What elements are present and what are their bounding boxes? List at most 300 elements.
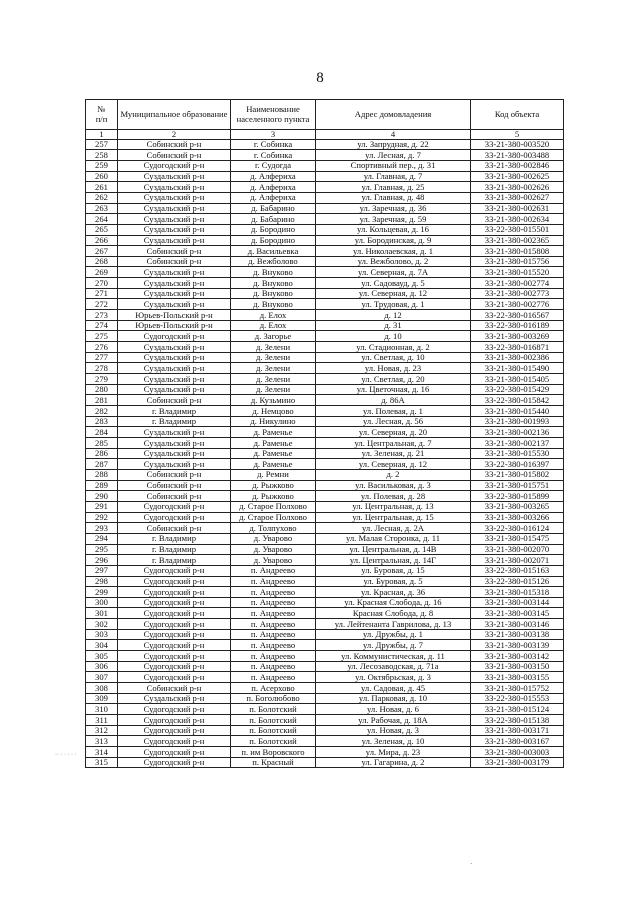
row-number: 274 <box>86 320 118 331</box>
row-number: 259 <box>86 160 118 171</box>
row-number: 284 <box>86 427 118 438</box>
municipality-cell: Судогодский р-н <box>118 587 231 598</box>
municipality-cell: Юрьев-Польский р-н <box>118 310 231 321</box>
municipality-cell: Собинский р-н <box>118 480 231 491</box>
municipality-cell: Суздальский р-н <box>118 267 231 278</box>
settlement-cell: д. Бабарино <box>231 214 316 225</box>
object-code-cell: 33-21-380-015802 <box>471 469 564 480</box>
address-cell: ул. Центральная, д. 14В <box>316 544 471 555</box>
address-cell: ул. Садовая, д. 45 <box>316 683 471 694</box>
header-settlement: Наименование населенного пункта <box>231 100 316 130</box>
object-code-cell: 33-22-380-015429 <box>471 384 564 395</box>
municipality-cell: г. Владимир <box>118 416 231 427</box>
municipality-cell: Собинский р-н <box>118 246 231 257</box>
address-cell: Спортивный пер., д. 31 <box>316 160 471 171</box>
settlement-cell: д. Внуково <box>231 299 316 310</box>
table-row <box>86 651 564 662</box>
table-row <box>86 544 564 555</box>
settlement-cell: п. Асерхово <box>231 683 316 694</box>
municipality-cell: г. Владимир <box>118 544 231 555</box>
municipality-cell: Суздальский р-н <box>118 459 231 470</box>
table-row <box>86 587 564 598</box>
table-row <box>86 608 564 619</box>
settlement-cell: г. Судогда <box>231 160 316 171</box>
table-row <box>86 736 564 747</box>
row-number: 279 <box>86 374 118 385</box>
settlement-cell: г. Собинка <box>231 150 316 161</box>
settlement-cell: п. Андреево <box>231 661 316 672</box>
households-table <box>85 99 564 768</box>
address-cell: ул. Садовауд, д. 5 <box>316 278 471 289</box>
table-row <box>86 352 564 363</box>
table-row <box>86 395 564 406</box>
object-code-cell: 33-21-380-003266 <box>471 512 564 523</box>
table-row <box>86 523 564 534</box>
address-cell: ул. Лесная, д. 7 <box>316 150 471 161</box>
table-row <box>86 139 564 150</box>
row-number: 295 <box>86 544 118 555</box>
address-cell: ул. Северная, д. 12 <box>316 459 471 470</box>
object-code-cell: 33-21-380-003003 <box>471 747 564 758</box>
object-code-cell: 33-21-380-015751 <box>471 480 564 491</box>
address-cell: ул. Новая, д. 6 <box>316 704 471 715</box>
settlement-cell: д. Зелени <box>231 374 316 385</box>
settlement-cell: д. Бородино <box>231 235 316 246</box>
row-number: 275 <box>86 331 118 342</box>
row-number: 313 <box>86 736 118 747</box>
row-number: 299 <box>86 587 118 598</box>
address-cell: ул. Красная Слобода, д. 16 <box>316 597 471 608</box>
settlement-cell: п. Андреево <box>231 608 316 619</box>
settlement-cell: д. Елох <box>231 320 316 331</box>
address-cell: ул. Мира, д. 23 <box>316 747 471 758</box>
row-number: 293 <box>86 523 118 534</box>
object-code-cell: 33-21-380-002773 <box>471 288 564 299</box>
table-row <box>86 501 564 512</box>
address-cell: ул. Лесозаводская, д. 71а <box>316 661 471 672</box>
address-cell: ул. Кольцевая, д. 16 <box>316 224 471 235</box>
object-code-cell: 33-21-380-015405 <box>471 374 564 385</box>
address-cell: ул. Бородинская, д. 9 <box>316 235 471 246</box>
municipality-cell: Суздальский р-н <box>118 384 231 395</box>
address-cell: ул. Новая, д. 23 <box>316 363 471 374</box>
settlement-cell: д. Рыжково <box>231 491 316 502</box>
municipality-cell: Суздальский р-н <box>118 427 231 438</box>
municipality-cell: Судогодский р-н <box>118 565 231 576</box>
table-row <box>86 235 564 246</box>
object-code-cell: 33-21-380-002627 <box>471 192 564 203</box>
municipality-cell: Судогодский р-н <box>118 757 231 768</box>
address-cell: Красная Слобода, д. 8 <box>316 608 471 619</box>
object-code-cell: 33-21-380-003138 <box>471 629 564 640</box>
object-code-cell: 33-22-380-015163 <box>471 565 564 576</box>
object-code-cell: 33-22-380-016124 <box>471 523 564 534</box>
object-code-cell: 33-21-380-002774 <box>471 278 564 289</box>
settlement-cell: д. Раменье <box>231 459 316 470</box>
row-number: 266 <box>86 235 118 246</box>
table-row <box>86 310 564 321</box>
table-row <box>86 757 564 768</box>
object-code-cell: 33-21-380-003171 <box>471 725 564 736</box>
address-cell: ул. Главная, д. 7 <box>316 171 471 182</box>
object-code-cell: 33-22-380-015501 <box>471 224 564 235</box>
municipality-cell: Суздальский р-н <box>118 203 231 214</box>
table-row <box>86 214 564 225</box>
object-code-cell: 33-21-380-015475 <box>471 533 564 544</box>
table-row <box>86 693 564 704</box>
column-number: 2 <box>118 130 231 140</box>
row-number: 296 <box>86 555 118 566</box>
object-code-cell: 33-21-380-015124 <box>471 704 564 715</box>
settlement-cell: д. Алфериха <box>231 171 316 182</box>
row-number: 314 <box>86 747 118 758</box>
row-number: 258 <box>86 150 118 161</box>
table-row <box>86 437 564 448</box>
municipality-cell: Суздальский р-н <box>118 171 231 182</box>
address-cell: ул. Заречная, д. 59 <box>316 214 471 225</box>
municipality-cell: Собинский р-н <box>118 256 231 267</box>
header-row <box>86 100 564 130</box>
address-cell: ул. Цветочная, д. 16 <box>316 384 471 395</box>
settlement-cell: д. Кузьмино <box>231 395 316 406</box>
header-number: № п/п <box>86 100 118 130</box>
municipality-cell: Суздальский р-н <box>118 448 231 459</box>
settlement-cell: п. Андреево <box>231 629 316 640</box>
object-code-cell: 33-21-380-003144 <box>471 597 564 608</box>
settlement-cell: д. Васильевка <box>231 246 316 257</box>
municipality-cell: Судогодский р-н <box>118 704 231 715</box>
table-row <box>86 715 564 726</box>
municipality-cell: Судогодский р-н <box>118 661 231 672</box>
table-row <box>86 576 564 587</box>
row-number: 282 <box>86 406 118 417</box>
address-cell: д. 12 <box>316 310 471 321</box>
object-code-cell: 33-21-380-003520 <box>471 139 564 150</box>
address-cell: ул. Северная, д. 20 <box>316 427 471 438</box>
table-row <box>86 747 564 758</box>
object-code-cell: 33-21-380-015530 <box>471 448 564 459</box>
scan-corner-mark: · <box>470 860 473 868</box>
row-number: 286 <box>86 448 118 459</box>
settlement-cell: д. Внуково <box>231 267 316 278</box>
table-row <box>86 512 564 523</box>
municipality-cell: Собинский р-н <box>118 523 231 534</box>
municipality-cell: Судогодский р-н <box>118 160 231 171</box>
object-code-cell: 33-21-380-015490 <box>471 363 564 374</box>
settlement-cell: д. Уварово <box>231 533 316 544</box>
address-cell: ул. Новая, д. 3 <box>316 725 471 736</box>
object-code-cell: 33-22-380-015842 <box>471 395 564 406</box>
address-cell: ул. Гагарина, д. 2 <box>316 757 471 768</box>
address-cell: ул. Малая Сторонка, д. 11 <box>316 533 471 544</box>
municipality-cell: Судогодский р-н <box>118 747 231 758</box>
municipality-cell: Судогодский р-н <box>118 736 231 747</box>
address-cell: ул. Запрудная, д. 22 <box>316 139 471 150</box>
address-cell: ул. Октябрьская, д. 3 <box>316 672 471 683</box>
settlement-cell: п. Андреево <box>231 565 316 576</box>
municipality-cell: Судогодский р-н <box>118 512 231 523</box>
address-cell: ул. Лесная, д. 56 <box>316 416 471 427</box>
object-code-cell: 33-22-380-016397 <box>471 459 564 470</box>
municipality-cell: Судогодский р-н <box>118 640 231 651</box>
table-row <box>86 491 564 502</box>
municipality-cell: Собинский р-н <box>118 150 231 161</box>
municipality-cell: Судогодский р-н <box>118 501 231 512</box>
row-number: 297 <box>86 565 118 576</box>
municipality-cell: Суздальский р-н <box>118 693 231 704</box>
address-cell: д. 2 <box>316 469 471 480</box>
settlement-cell: д. Уварово <box>231 544 316 555</box>
column-number: 4 <box>316 130 471 140</box>
table-row <box>86 629 564 640</box>
object-code-cell: 33-21-380-003142 <box>471 651 564 662</box>
row-number: 278 <box>86 363 118 374</box>
settlement-cell: д. Алфериха <box>231 192 316 203</box>
address-cell: ул. Красная, д. 36 <box>316 587 471 598</box>
address-cell: ул. Васильковая, д. 3 <box>316 480 471 491</box>
municipality-cell: Судогодский р-н <box>118 608 231 619</box>
row-number: 273 <box>86 310 118 321</box>
table-row <box>86 288 564 299</box>
address-cell: ул. Светлая, д. 20 <box>316 374 471 385</box>
table-row <box>86 299 564 310</box>
row-number: 276 <box>86 342 118 353</box>
table-row <box>86 150 564 161</box>
settlement-cell: д. Елох <box>231 310 316 321</box>
address-cell: д. 86А <box>316 395 471 406</box>
object-code-cell: 33-21-380-002776 <box>471 299 564 310</box>
table-row <box>86 725 564 736</box>
row-number: 303 <box>86 629 118 640</box>
settlement-cell: д. Никулино <box>231 416 316 427</box>
settlement-cell: д. Зелени <box>231 363 316 374</box>
row-number: 288 <box>86 469 118 480</box>
municipality-cell: Собинский р-н <box>118 395 231 406</box>
table-row <box>86 267 564 278</box>
table-row <box>86 640 564 651</box>
municipality-cell: г. Владимир <box>118 406 231 417</box>
settlement-cell: д. Зелени <box>231 384 316 395</box>
column-number-row <box>86 130 564 140</box>
municipality-cell: Судогодский р-н <box>118 672 231 683</box>
table-row <box>86 160 564 171</box>
column-number: 5 <box>471 130 564 140</box>
address-cell: ул. Рабочая, д. 18А <box>316 715 471 726</box>
object-code-cell: 33-21-380-015520 <box>471 267 564 278</box>
municipality-cell: г. Владимир <box>118 533 231 544</box>
table-row <box>86 565 564 576</box>
object-code-cell: 33-21-380-002626 <box>471 182 564 193</box>
row-number: 308 <box>86 683 118 694</box>
table-row <box>86 203 564 214</box>
row-number: 298 <box>86 576 118 587</box>
object-code-cell: 33-21-380-003269 <box>471 331 564 342</box>
municipality-cell: Судогодский р-н <box>118 619 231 630</box>
table-row <box>86 374 564 385</box>
settlement-cell: п. Андреево <box>231 576 316 587</box>
object-code-cell: 33-21-380-003155 <box>471 672 564 683</box>
municipality-cell: Суздальский р-н <box>118 299 231 310</box>
object-code-cell: 33-21-380-015318 <box>471 587 564 598</box>
settlement-cell: п. Красный <box>231 757 316 768</box>
address-cell: ул. Центральная, д. 7 <box>316 437 471 448</box>
settlement-cell: г. Собинка <box>231 139 316 150</box>
address-cell: ул. Буровая, д. 5 <box>316 576 471 587</box>
settlement-cell: п. Андреево <box>231 640 316 651</box>
address-cell: ул. Лейтенанта Гаврилова, д. 13 <box>316 619 471 630</box>
row-number: 311 <box>86 715 118 726</box>
row-number: 306 <box>86 661 118 672</box>
table-row <box>86 192 564 203</box>
row-number: 261 <box>86 182 118 193</box>
table-row <box>86 619 564 630</box>
address-cell: ул. Коммунистическая, д. 11 <box>316 651 471 662</box>
address-cell: д. 10 <box>316 331 471 342</box>
object-code-cell: 33-21-380-003150 <box>471 661 564 672</box>
municipality-cell: Суздальский р-н <box>118 352 231 363</box>
row-number: 287 <box>86 459 118 470</box>
municipality-cell: Судогодский р-н <box>118 715 231 726</box>
table-row <box>86 363 564 374</box>
table-row <box>86 704 564 715</box>
object-code-cell: 33-22-380-016871 <box>471 342 564 353</box>
object-code-cell: 33-21-380-002634 <box>471 214 564 225</box>
table-row <box>86 331 564 342</box>
address-cell: ул. Центральная, д. 14Г <box>316 555 471 566</box>
address-cell: ул. Полевая, д. 28 <box>316 491 471 502</box>
municipality-cell: Судогодский р-н <box>118 331 231 342</box>
row-number: 309 <box>86 693 118 704</box>
settlement-cell: д. Раменье <box>231 437 316 448</box>
table-row <box>86 182 564 193</box>
municipality-cell: Юрьев-Польский р-н <box>118 320 231 331</box>
settlement-cell: п. Болотский <box>231 715 316 726</box>
table-row <box>86 278 564 289</box>
settlement-cell: п. Болотский <box>231 736 316 747</box>
object-code-cell: 33-21-380-003139 <box>471 640 564 651</box>
address-cell: ул. Стадионная, д. 2 <box>316 342 471 353</box>
table-row <box>86 416 564 427</box>
scan-margin-mark: ·· · · · · · <box>55 752 77 758</box>
row-number: 290 <box>86 491 118 502</box>
row-number: 292 <box>86 512 118 523</box>
object-code-cell: 33-21-380-003145 <box>471 608 564 619</box>
municipality-cell: Суздальский р-н <box>118 214 231 225</box>
table-row <box>86 384 564 395</box>
municipality-cell: Суздальский р-н <box>118 235 231 246</box>
settlement-cell: д. Загорье <box>231 331 316 342</box>
object-code-cell: 33-21-380-003488 <box>471 150 564 161</box>
address-cell: ул. Зеленая, д. 21 <box>316 448 471 459</box>
table-row <box>86 661 564 672</box>
row-number: 271 <box>86 288 118 299</box>
municipality-cell: Собинский р-н <box>118 491 231 502</box>
address-cell: ул. Трудовая, д. 1 <box>316 299 471 310</box>
address-cell: ул. Северная, д. 7А <box>316 267 471 278</box>
address-cell: ул. Светлая, д. 10 <box>316 352 471 363</box>
row-number: 283 <box>86 416 118 427</box>
municipality-cell: Суздальский р-н <box>118 192 231 203</box>
row-number: 270 <box>86 278 118 289</box>
header-address: Адрес домовладения <box>316 100 471 130</box>
table-row <box>86 469 564 480</box>
table-row <box>86 480 564 491</box>
municipality-cell: Суздальский р-н <box>118 342 231 353</box>
settlement-cell: д. Зелени <box>231 342 316 353</box>
row-number: 289 <box>86 480 118 491</box>
object-code-cell: 33-22-380-015553 <box>471 693 564 704</box>
column-number: 1 <box>86 130 118 140</box>
address-cell: ул. Буровая, д. 15 <box>316 565 471 576</box>
object-code-cell: 33-22-380-015126 <box>471 576 564 587</box>
settlement-cell: п. Боголюбово <box>231 693 316 704</box>
row-number: 291 <box>86 501 118 512</box>
settlement-cell: д. Раменье <box>231 427 316 438</box>
header-object-code: Код объекта <box>471 100 564 130</box>
object-code-cell: 33-22-380-016189 <box>471 320 564 331</box>
municipality-cell: Судогодский р-н <box>118 597 231 608</box>
row-number: 302 <box>86 619 118 630</box>
municipality-cell: Судогодский р-н <box>118 725 231 736</box>
settlement-cell: п. Андреево <box>231 587 316 598</box>
row-number: 265 <box>86 224 118 235</box>
municipality-cell: Суздальский р-н <box>118 288 231 299</box>
address-cell: ул. Дружбы, д. 1 <box>316 629 471 640</box>
settlement-cell: п. им Воровского <box>231 747 316 758</box>
row-number: 262 <box>86 192 118 203</box>
municipality-cell: Суздальский р-н <box>118 374 231 385</box>
municipality-cell: Суздальский р-н <box>118 278 231 289</box>
table-row <box>86 256 564 267</box>
table-row <box>86 224 564 235</box>
table-row <box>86 683 564 694</box>
table-row <box>86 597 564 608</box>
object-code-cell: 33-21-380-002846 <box>471 160 564 171</box>
address-cell: ул. Николаевская, д. 1 <box>316 246 471 257</box>
address-cell: ул. Центральная, д. 15 <box>316 512 471 523</box>
settlement-cell: д. Старое Полхово <box>231 501 316 512</box>
address-cell: ул. Северная, д. 12 <box>316 288 471 299</box>
row-number: 307 <box>86 672 118 683</box>
settlement-cell: п. Болотский <box>231 725 316 736</box>
table-row <box>86 427 564 438</box>
settlement-cell: п. Андреево <box>231 597 316 608</box>
address-cell: ул. Вежболово, д. 2 <box>316 256 471 267</box>
settlement-cell: д. Бородино <box>231 224 316 235</box>
municipality-cell: Суздальский р-н <box>118 363 231 374</box>
object-code-cell: 33-21-380-003179 <box>471 757 564 768</box>
settlement-cell: д. Немцово <box>231 406 316 417</box>
table-row <box>86 171 564 182</box>
row-number: 260 <box>86 171 118 182</box>
object-code-cell: 33-21-380-003146 <box>471 619 564 630</box>
address-cell: ул. Главная, д. 25 <box>316 182 471 193</box>
object-code-cell: 33-21-380-002137 <box>471 437 564 448</box>
row-number: 300 <box>86 597 118 608</box>
table-row <box>86 459 564 470</box>
object-code-cell: 33-21-380-015808 <box>471 246 564 257</box>
row-number: 315 <box>86 757 118 768</box>
settlement-cell: д. Уварово <box>231 555 316 566</box>
settlement-cell: д. Зелени <box>231 352 316 363</box>
settlement-cell: д. Внуково <box>231 278 316 289</box>
object-code-cell: 33-21-380-002136 <box>471 427 564 438</box>
address-cell: ул. Парковая, д. 10 <box>316 693 471 704</box>
object-code-cell: 33-21-380-015752 <box>471 683 564 694</box>
address-cell: ул. Полевая, д. 1 <box>316 406 471 417</box>
municipality-cell: г. Владимир <box>118 555 231 566</box>
address-cell: ул. Заречная, д. 36 <box>316 203 471 214</box>
